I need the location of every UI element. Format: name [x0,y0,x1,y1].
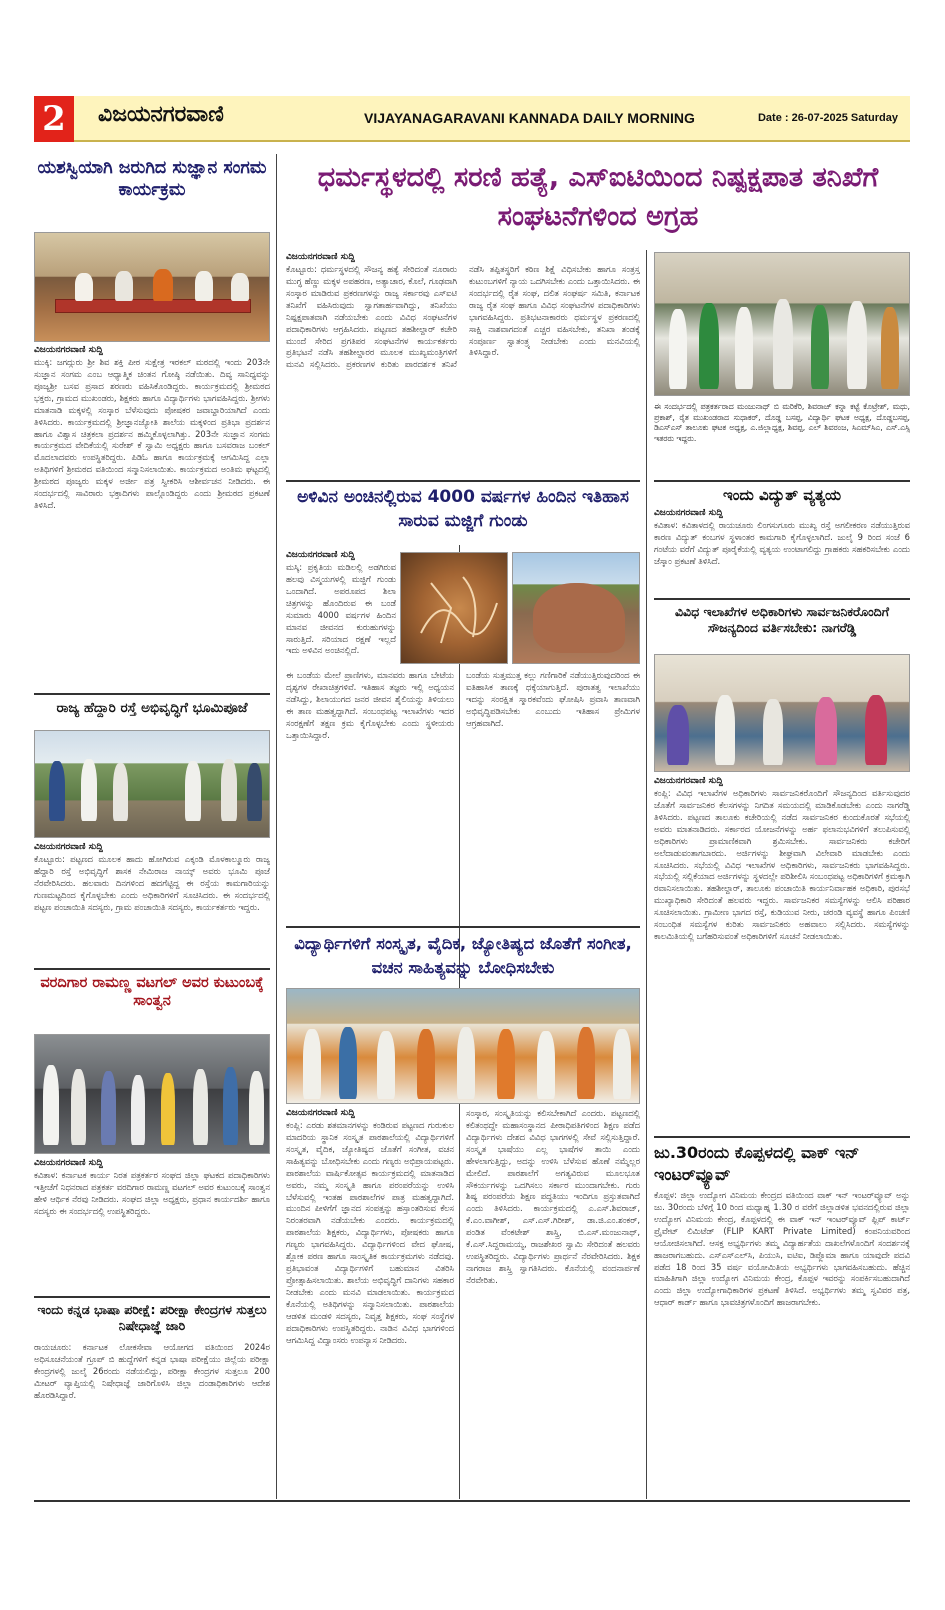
headline-dharmasthala: ಧರ್ಮಸ್ಥಳದಲ್ಲಿ ಸರಣಿ ಹತ್ಯೆ, ಎಸ್‌ಐಟಿಯಿಂದ ನಿಷ್ಪಕ್ಷಪಾತ ತನಿಖೆಗೆ ಸಂಘಟನೆಗಳಿಂದ ಅಗ್ರಹ [317,162,879,233]
separator [286,480,640,482]
headline-walkin: ಜು.30ರಂದು ಕೊಪ್ಪಳದಲ್ಲಿ ವಾಕ್ ಇನ್ ಇಂಟರ್‌ವ್ಯೂವ್ [654,1143,860,1184]
body-road: ಕೊಟ್ಟೂರು: ಪಟ್ಟಣದ ಮೂಲಕ ಹಾದು ಹೋಗಿರುವ ಎಕ್ಕಂಡಿ ಮೊಳಕಾಲ್ಮೂರು ರಾಜ್ಯ ಹೆದ್ದಾರಿ ರಸ್ತೆ ಅಭಿವೃದ್ಧಿಗೆ ಶಾಸಕ ನೇಮಿರಾಜ ನಾಯ್ಕ್ ಅವರು ಭೂಮಿ ಪೂಜೆ ನೆರವೇರಿಸಿದರು. ಹಲವಾರು ದಿನಗಳಿಂದ ಹದಗೆಟ್ಟಿದ್ದ ಈ ರಸ್ತೆಯ ಕಾಮಗಾರಿಯನ್ನು ಗುಣಮಟ್ಟದಿಂದ ಕೈಗೊಳ್ಳಬೇಕು ಎಂದು ಅಧಿಕಾರಿಗಳಿಗೆ ಸೂಚಿಸಿದರು. ಈ ಸಂದರ್ಭದಲ್ಲಿ ಪಟ್ಟಣ ಪಂಚಾಯಿತಿ ಸದಸ್ಯರು, ಗ್ರಾಮ ಪಂಚಾಯಿತಿ ಸದಸ್ಯರು, ಕಾರ್ಯಕರ್ತರು ಇದ್ದರು. [34,854,270,912]
photo-family [34,1034,270,1154]
figure [811,305,829,389]
body-ramanna: ಕವಿತಾಳ: ಕರ್ನಾಟಕ ಕಾರ್ಯ ನಿರತ ಪತ್ರಕರ್ತರ ಸಂಘದ ಜಿಲ್ಲಾ ಘಟಕದ ಪದಾಧಿಕಾರಿಗಳು ಇತ್ತೀಚೆಗೆ ನಿಧನರಾದ ಪತ್ರಕರ್ತ ವರದಿಗಾರ ರಾಮಣ್ಣ ವಟಗಲ್ ಅವರ ಕುಟುಂಬಕ್ಕೆ ಸಾಂತ್ವನ ಹೇಳಿ ಆರ್ಥಿಕ ನೆರವು ನೀಡಿದರು. ಸಂಘದ ಜಿಲ್ಲಾ ಅಧ್ಯಕ್ಷರು, ಪ್ರಧಾನ ಕಾರ್ಯದರ್ಶಿ ಹಾಗೂ ಸದಸ್ಯರು ಈ ಸಂದರ್ಭದಲ್ಲಿ ಉಪಸ್ಥಿತರಿದ್ದರು. [34,1170,270,1216]
figure [339,1027,357,1099]
figure [773,299,793,389]
figure [457,1027,475,1099]
figure [735,307,753,389]
photo-office-meeting [654,654,910,772]
photo-protest [654,252,910,396]
figure [231,273,249,301]
figure [881,307,899,389]
rock-engraving-icon [401,553,508,664]
headline-sanskrit: ವಿದ್ಯಾರ್ಥಿಗಳಿಗೆ ಸಂಸ್ಕೃತ, ವೈದಿಕ, ಜ್ಯೋತಿಷ್ಯದ ಜೊತೆಗೆ ಸಂಗೀತ, ವಚನ ಸಾಹಿತ್ಯವನ್ನು ಬೋಧಿಸಬೇಕು [294,934,632,977]
photo-road-ceremony [34,730,270,838]
column-rule-1 [276,154,277,1499]
byline-road: ವಿಜಯನಗರವಾಣಿ ಸುದ್ದಿ [34,842,103,852]
figure [101,1071,116,1145]
body-rock-c: ಬಂಡೆಯ ಸುತ್ತಮುತ್ತ ಕಲ್ಲು ಗಣಿಗಾರಿಕೆ ನಡೆಯುತ್ತಿರುವುದರಿಂದ ಈ ಐತಿಹಾಸಿಕ ತಾಣಕ್ಕೆ ಧಕ್ಕೆಯಾಗುತ್ತಿದೆ. ಪುರಾತತ್ವ ಇಲಾಖೆಯು ಇದನ್ನು ಸಂರಕ್ಷಿತ ಸ್ಮಾರಕವೆಂದು ಘೋಷಿಸಿ ಪ್ರವಾಸಿ ತಾಣವಾಗಿ ಅಭಿವೃದ್ಧಿಪಡಿಸಬೇಕು ಎಂಬುದು ಇತಿಹಾಸ ಪ್ರೇಮಿಗಳ ಆಗ್ರಹವಾಗಿದೆ. [466,670,640,728]
body-exam: ರಾಯಚೂರು: ಕರ್ನಾಟಕ ಲೋಕಸೇವಾ ಆಯೋಗದ ವತಿಯಿಂದ 2024ರ ಅಧಿಸೂಚನೆಯಂತೆ ಗ್ರೂಪ್ ಬಿ ಹುದ್ದೆಗಳಿಗೆ ಕನ್ನಡ ಭಾಷಾ ಪರೀಕ್ಷೆಯು ಜಿಲ್ಲೆಯ ಪರೀಕ್ಷಾ ಕೇಂದ್ರಗಳಲ್ಲಿ ಜುಲೈ 26ರಂದು ನಡೆಯಲಿದ್ದು, ಪರೀಕ್ಷಾ ಕೇಂದ್ರಗಳ ಸುತ್ತಲೂ 200 ಮೀಟರ್ ವ್ಯಾಪ್ತಿಯಲ್ಲಿ ನಿಷೇಧಾಜ್ಞೆ ಜಾರಿಗೊಳಿಸಿ ಜಿಲ್ಲಾ ದಂಡಾಧಿಕಾರಿಗಳು ಆದೇಶ ಹೊರಡಿಸಿದ್ದಾರೆ. [34,1342,270,1400]
byline-rock: ವಿಜಯನಗರವಾಣಿ ಸುದ್ದಿ [286,550,355,560]
figure [113,763,128,821]
body-rock-b: ಈ ಬಂಡೆಯ ಮೇಲೆ ಪ್ರಾಣಿಗಳು, ಮಾನವರು ಹಾಗೂ ಬೇಟೆಯ ದೃಶ್ಯಗಳ ರೇಖಾಚಿತ್ರಗಳಿವೆ. ಇತಿಹಾಸ ತಜ್ಞರು ಇಲ್ಲಿ ಅಧ್ಯಯನ ನಡೆಸಿದ್ದು, ಶಿಲಾಯುಗದ ಜನರ ಜೀವನ ಶೈಲಿಯನ್ನು ತಿಳಿಯಲು ಈ ತಾಣ ಮಹತ್ವದ್ದಾಗಿದೆ. ಸಂಬಂಧಪಟ್ಟ ಇಲಾಖೆಗಳು ಇದರ ಸಂರಕ್ಷಣೆಗೆ ತಕ್ಷಣ ಕ್ರಮ ಕೈಗೊಳ್ಳಬೇಕು ಎಂದು ಸ್ಥಳೀಯರು ಒತ್ತಾಯಿಸಿದ್ದಾರೆ. [286,670,454,740]
figure [763,699,783,765]
headline-nagareddy: ವಿವಿಧ ಇಲಾಖೆಗಳ ಅಧಿಕಾರಿಗಳು ಸಾರ್ವಜನಿಕರೊಂದಿಗೆ ಸೌಜನ್ಯದಿಂದ ವರ್ತಿಸಬೇಕು: ನಾಗರೆಡ್ಡಿ [674,604,889,635]
photo-rock-landscape [512,552,640,664]
rock-boulder [533,583,625,653]
separator [654,480,910,482]
headline-power: ಇಂದು ವಿದ್ಯುತ್ ವ್ಯತ್ಯಯ [722,486,842,504]
figure [613,1029,631,1099]
byline-power: ವಿಜಯನಗರವಾಣಿ ಸುದ್ದಿ [654,508,723,518]
headline-rock: ಅಳಿವಿನ ಅಂಚಿನಲ್ಲಿರುವ 4000 ವರ್ಷಗಳ ಹಿಂದಿನ ಇತಿಹಾಸ ಸಾರುವ ಮಜ್ಜಿಗೆ ಗುಂಡು [297,487,629,531]
separator [34,1296,270,1298]
figure [193,1069,208,1145]
separator [654,1136,910,1138]
figure [699,303,719,389]
figure [497,1029,515,1099]
figure [131,1075,145,1145]
separator [34,968,270,970]
photo-rock-art [400,552,508,664]
column-rule-2 [646,250,647,1499]
figure [153,269,173,301]
headline-exam: ಇಂದು ಕನ್ನಡ ಭಾಷಾ ಪರೀಕ್ಷೆ: ಪರೀಕ್ಷಾ ಕೇಂದ್ರಗಳ ಸುತ್ತಲು ನಿಷೇಧಾಜ್ಞೆ ಜಾರಿ [37,1302,267,1333]
headline-road: ರಾಜ್ಯ ಹೆದ್ದಾರಿ ರಸ್ತೆ ಅಭಿವೃದ್ಧಿಗೆ ಭೂಮಿಪೂಜೆ [56,700,248,716]
figure [667,705,689,765]
paper-name-kannada: ವಿಜಯನಗರವಾಣಿ [98,102,224,127]
figure [669,309,687,389]
body-sanskrit: ಕಂಪ್ಲಿ: ಎರಡು ಶತಮಾನಗಳನ್ನು ಕಂಡಿರುವ ಪಟ್ಟಣದ ಗುರುಕುಲ ಮಾದರಿಯ ಸ್ಥಾನಿಕ ಸಂಸ್ಕೃತ ಪಾಠಶಾಲೆಯಲ್ಲಿ ವಿದ್ಯಾರ್ಥಿಗಳಿಗೆ ಸಂಸ್ಕೃತ, ವೈದಿಕ, ಜ್ಯೋತಿಷ್ಯದ ಜೊತೆಗೆ ಸಂಗೀತ, ವಚನ ಸಾಹಿತ್ಯವನ್ನು ಬೋಧಿಸಬೇಕು ಎಂದು ಗಣ್ಯರು ಅಭಿಪ್ರಾಯಪಟ್ಟರು. ಪಾಠಶಾಲೆಯ ವಾರ್ಷಿಕೋತ್ಸವ ಕಾರ್ಯಕ್ರಮದಲ್ಲಿ ಮಾತನಾಡಿದ ಅವರು, ನಮ್ಮ ಸಂಸ್ಕೃತಿ ಹಾಗೂ ಪರಂಪರೆಯನ್ನು ಉಳಿಸಿ ಬೆಳೆಸುವಲ್ಲಿ ಇಂತಹ ಪಾಠಶಾಲೆಗಳ ಪಾತ್ರ ಮಹತ್ವದ್ದಾಗಿದೆ. ಮುಂದಿನ ಪೀಳಿಗೆಗೆ ಜ್ಞಾನದ ಸಂಪತ್ತನ್ನು ಹಸ್ತಾಂತರಿಸುವ ಕೆಲಸ ನಿರಂತರವಾಗಿ ನಡೆಯಬೇಕು ಎಂದರು. ಕಾರ್ಯಕ್ರಮದಲ್ಲಿ ಪಾಠಶಾಲೆಯ ಶಿಕ್ಷಕರು, ವಿದ್ಯಾರ್ಥಿಗಳು, ಪೋಷಕರು ಹಾಗೂ ಗಣ್ಯರು ಭಾಗವಹಿಸಿದ್ದರು. ವಿದ್ಯಾರ್ಥಿಗಳಿಂದ ವೇದ ಘೋಷ, ಶ್ಲೋಕ ಪಠಣ ಹಾಗೂ ಸಾಂಸ್ಕೃತಿಕ ಕಾರ್ಯಕ್ರಮಗಳು ನಡೆದವು. ಪ್ರತಿಭಾವಂತ ವಿದ್ಯಾರ್ಥಿಗಳಿಗೆ ಬಹುಮಾನ ವಿತರಿಸಿ ಪ್ರೋತ್ಸಾಹಿಸಲಾಯಿತು. ಶಾಲೆಯ ಅಭಿವೃದ್ಧಿಗೆ ದಾನಿಗಳು ಸಹಕಾರ ನೀಡಬೇಕು ಎಂದು ಮನವಿ ಮಾಡಲಾಯಿತು. ಕಾರ್ಯಕ್ರಮದ ಕೊನೆಯಲ್ಲಿ ಅತಿಥಿಗಳನ್ನು ಸನ್ಮಾನಿಸಲಾಯಿತು. ಪಾಠಶಾಲೆಯ ಆಡಳಿತ ಮಂಡಳಿ ಸದಸ್ಯರು, ನಿವೃತ್ತ ಶಿಕ್ಷಕರು, ಸಂಘ ಸಂಸ್ಥೆಗಳ ಪದಾಧಿಕಾರಿಗಳು ಉಪಸ್ಥಿತರಿದ್ದರು. ನಾಡಿನ ವಿವಿಧ ಭಾಗಗಳಿಂದ ಆಗಮಿಸಿದ್ದ ವಿದ್ವಾಂಸರು ಉಪನ್ಯಾಸ ನೀಡಿದರು. [286,1120,454,1345]
byline-dharmasthala: ವಿಜಯನಗರವಾಣಿ ಸುದ್ದಿ [286,252,355,262]
masthead [34,96,910,142]
issue-date: Date : 26-07-2025 Saturday [757,112,898,124]
figure [847,301,867,389]
figure [249,1071,264,1145]
photo-stage [34,232,270,342]
figure [577,1027,595,1099]
figure [43,1065,59,1145]
figure [195,271,213,301]
figure [715,695,735,765]
headline-sujnana: ಯಶಸ್ವಿಯಾಗಿ ಜರುಗಿದ ಸುಜ್ಞಾನ ಸಂಗಮ ಕಾರ್ಯಕ್ರಮ [37,158,267,200]
photo-group-event [286,988,640,1104]
figure [815,697,837,765]
figure [865,695,887,765]
figure [75,273,93,301]
page-bottom-rule [34,1500,910,1502]
body-power: ಕವಿತಾಳ: ಕವಿತಾಳದಲ್ಲಿ ರಾಯಚೂರು ಲಿಂಗಸುಗೂರು ಮುಖ್ಯ ರಸ್ತೆ ಅಗಲೀಕರಣ ನಡೆಯುತ್ತಿರುವ ಕಾರಣ ವಿದ್ಯುತ್ ಕಂಬಗಳ ಸ್ಥಳಾಂತರ ಕಾಮಗಾರಿ ಕೈಗೊಳ್ಳಲಾಗಿದೆ. ಜುಲೈ 9 ರಿಂದ ಸಂಜೆ 6 ಗಂಟೆಯ ವರೆಗೆ ವಿದ್ಯುತ್ ಪೂರೈಕೆಯಲ್ಲಿ ವ್ಯತ್ಯಯ ಉಂಟಾಗಲಿದ್ದು ಗ್ರಾಹಕರು ಸಹಕರಿಸಬೇಕು ಎಂದು ಜೆಸ್ಕಾಂ ಪ್ರಕಟಣೆ ತಿಳಿಸಿದೆ. [654,520,910,566]
figure [417,1029,435,1099]
page-number: 2 [34,96,74,142]
figure [247,763,262,821]
separator [34,693,270,695]
separator [286,926,640,928]
separator [654,598,910,600]
figure [161,1073,175,1145]
headline-ramanna: ವರದಿಗಾರ ರಾಮಣ್ಣ ವಟಗಲ್ ಅವರ ಕುಟುಂಬಕ್ಕೆ ಸಾಂತ್ವನ [40,975,264,1010]
paper-name-english: VIJAYANAGARAVANI KANNADA DAILY MORNING [364,110,695,126]
figure [377,1031,395,1099]
body-nagareddy: ಕಂಪ್ಲಿ: ವಿವಿಧ ಇಲಾಖೆಗಳ ಅಧಿಕಾರಿಗಳು ಸಾರ್ವಜನಿಕರೊಂದಿಗೆ ಸೌಜನ್ಯದಿಂದ ವರ್ತಿಸುವುದರ ಜೊತೆಗೆ ಸಾರ್ವಜನಿಕರ ಕೆಲಸಗಳನ್ನು ನಿಗದಿತ ಸಮಯದಲ್ಲಿ ಮಾಡಿಕೊಡಬೇಕು ಎಂದು ನಾಗರೆಡ್ಡಿ ತಿಳಿಸಿದರು. ಪಟ್ಟಣದ ತಾಲೂಕು ಕಚೇರಿಯಲ್ಲಿ ನಡೆದ ಸಾರ್ವಜನಿಕರ ಕುಂದುಕೊರತೆ ಸಭೆಯಲ್ಲಿ ಅವರು ಮಾತನಾಡಿದರು. ಸರ್ಕಾರದ ಯೋಜನೆಗಳನ್ನು ಅರ್ಹ ಫಲಾನುಭವಿಗಳಿಗೆ ತಲುಪಿಸುವಲ್ಲಿ ಅಧಿಕಾರಿಗಳು ಪ್ರಾಮಾಣಿಕವಾಗಿ ಶ್ರಮಿಸಬೇಕು. ಸಾರ್ವಜನಿಕರು ಕಚೇರಿಗೆ ಅಲೆದಾಡುವಂತಾಗಬಾರದು. ಅರ್ಜಿಗಳನ್ನು ಶೀಘ್ರವಾಗಿ ವಿಲೇವಾರಿ ಮಾಡಬೇಕು ಎಂದು ಸೂಚಿಸಿದರು. ಸಭೆಯಲ್ಲಿ ವಿವಿಧ ಇಲಾಖೆಗಳ ಅಧಿಕಾರಿಗಳು, ಸಾರ್ವಜನಿಕರು ಭಾಗವಹಿಸಿದ್ದರು. ಸಭೆಯಲ್ಲಿ ಸಲ್ಲಿಕೆಯಾದ ಅರ್ಜಿಗಳನ್ನು ಸ್ಥಳದಲ್ಲೇ ಪರಿಶೀಲಿಸಿ ಸಂಬಂಧಪಟ್ಟ ಅಧಿಕಾರಿಗಳಿಗೆ ಕ್ರಮಕ್ಕಾಗಿ ರವಾನಿಸಲಾಯಿತು. ತಹಶೀಲ್ದಾರ್, ತಾಲೂಕು ಪಂಚಾಯಿತಿ ಕಾರ್ಯನಿರ್ವಾಹಕ ಅಧಿಕಾರಿ, ಪುರಸಭೆ ಮುಖ್ಯಾಧಿಕಾರಿ ಸೇರಿದಂತೆ ಹಲವರು ಇದ್ದರು. ಸಾರ್ವಜನಿಕರ ಸಮಸ್ಯೆಗಳನ್ನು ಆಲಿಸಿ ಪರಿಹಾರ ಸೂಚಿಸಲಾಯಿತು. ಗ್ರಾಮೀಣ ಭಾಗದ ರಸ್ತೆ, ಕುಡಿಯುವ ನೀರು, ಚರಂಡಿ ವ್ಯವಸ್ಥೆ ಹಾಗೂ ಪಿಂಚಣಿ ಸಂಬಂಧಿತ ಸಮಸ್ಯೆಗಳ ಕುರಿತು ಸಾರ್ವಜನಿಕರು ಅಹವಾಲು ಸಲ್ಲಿಸಿದರು. ಸಮಸ್ಯೆಗಳನ್ನು ಕಾಲಮಿತಿಯಲ್ಲಿ ಬಗೆಹರಿಸುವಂತೆ ಅಧಿಕಾರಿಗಳಿಗೆ ಸೂಚನೆ ನೀಡಲಾಯಿತು. [654,788,910,942]
figure [81,759,97,821]
figure [49,761,65,821]
figure [115,271,133,301]
byline-nagareddy: ವಿಜಯನಗರವಾಣಿ ಸುದ್ದಿ [654,776,723,786]
caption-dharmasthala: ಈ ಸಂದರ್ಭದಲ್ಲಿ ಪತ್ರಕರ್ತರಾದ ಮಂಜುನಾಥ್ ಬಿ ಮರಿಕೆರಿ, ಶಿವರಾಜ್ ಕನ್ನಾ ಕಟ್ಟೆ ಕೊಟ್ರೇಶ್, ಮಧು, ಪ್ರಕಾಶ್, ರೈತ ಮುಖಂಡರಾದ ಸುಧಾಕರ್, ದೊಡ್ಡ ಬಸಪ್ಪ, ವಿದ್ಯಾರ್ಥಿ ಘಟಕ ಅಧ್ಯಕ್ಷ, ದೊಡ್ಡಬಸಪ್ಪ, ಡಿಎಸ್‌ಎಸ್ ತಾಲೂಕು ಘಟಕ ಅಧ್ಯಕ್ಷ, ಎ.ಜಿಲ್ಲಾಧ್ಯಕ್ಷ, ಶಿವಪ್ಪ, ಎಲ್ ಶಿವರಂಜ, ಸಿಎಮ್‌ಸಿಎ, ಎಸ್.ಎಸ್ಸಿ ಇತರರು ಇದ್ದರು. [654,402,910,443]
figure [185,761,201,821]
figure [71,1069,86,1145]
figure [303,1029,321,1099]
body-sujnana: ಮುಕ್ಕಿ: ಜಗದ್ಗುರು ಶ್ರೀ ಶಿವ ಶಕ್ತಿ ಪೀಠ ಸುಕ್ಷೇತ್ರ ಇರಕಲ್ ಮಠದಲ್ಲಿ ಇಂದು 203ನೇ ಸುಜ್ಞಾನ ಸಂಗಮ ಎಂಬ ಆಧ್ಯಾತ್ಮಿಕ ಚಿಂತನ ಗೋಷ್ಠಿ ನಡೆಯಿತು. ದಿವ್ಯ ಸಾನಿಧ್ಯವನ್ನು ಪೂಜ್ಯಶ್ರೀ ಬಸವ ಪ್ರಸಾದ ಶರಣರು ವಹಿಸಿಕೊಂಡಿದ್ದರು. ಕಾರ್ಯಕ್ರಮದಲ್ಲಿ ಶ್ರೀಮಠದ ಭಕ್ತರು, ಗ್ರಾಮದ ಮುಖಂಡರು, ಶಿಕ್ಷಕರು ಹಾಗೂ ವಿದ್ಯಾರ್ಥಿಗಳು ಭಾಗವಹಿಸಿದ್ದರು. ಶ್ರೀಗಳು ಮಾತನಾಡಿ ಮಕ್ಕಳಲ್ಲಿ ಸಂಸ್ಕಾರ ಬೆಳೆಸುವುದು ಪೋಷಕರ ಜವಾಬ್ದಾರಿಯಾಗಿದೆ ಎಂದು ತಿಳಿಸಿದರು. ಕಾರ್ಯಕ್ರಮದಲ್ಲಿ ಶ್ರೀಜ್ಞಾನಜ್ಯೋತಿ ಶಾಲೆಯ ಮಕ್ಕಳಿಂದ ಪ್ರತಿಭಾ ಪ್ರದರ್ಶನ ಹಾಗೂ ವಿಶ್ವಾಸ ಚಿತ್ರಕಲಾ ಪ್ರದರ್ಶನ ಹಮ್ಮಿಕೊಳ್ಳಲಾಗಿತ್ತು. 203ನೇ ಸುಜ್ಞಾನ ಸಂಗಮ ಕಾರ್ಯಕ್ರಮದ ವೇದಿಕೆಯಲ್ಲಿ ಸುರೇಶ್ ಕೆ ಸ್ವಾಮಿ ಅಧ್ಯಕ್ಷರು ಹಾಗೂ ಬಸವರಾಜ ಬಂಕಲ್ ಮೊದಲಾದವರು ಉಪಸ್ಥಿತರಿದ್ದರು. ಪಿಡಿಓ ಹಾಗೂ ಕಾರ್ಯಕ್ರಮಕ್ಕೆ ಆಗಮಿಸಿದ್ದ ಎಲ್ಲಾ ಅತಿಥಿಗಳಿಗೆ ಶ್ರೀಮಠದ ವತಿಯಿಂದ ಸನ್ಮಾನಿಸಲಾಯಿತು. ಕಾರ್ಯಕ್ರಮದ ಅಂತಿಮ ಘಟ್ಟದಲ್ಲಿ ಶ್ರೀಮಠದ ಪೂಜ್ಯರು ಮಕ್ಕಳ ಅರ್ಜೀ ಪತ್ರ ಸ್ವೀಕರಿಸಿ ಆಶೀರ್ವಚನ ನೀಡಿದರು. ಈ ಸಂದರ್ಭದಲ್ಲಿ ಸಾವಿರಾರು ಭಕ್ತಾದಿಗಳು ಪಾಲ್ಗೊಂಡಿದ್ದರು ಎಂದು ಶ್ರೀಮಠದ ಪ್ರಕಟಣೆ ತಿಳಿಸಿದೆ. [34,357,270,511]
byline-sanskrit: ವಿಜಯನಗರವಾಣಿ ಸುದ್ದಿ [286,1108,355,1118]
body-rock-a: ಮಸ್ಕಿ: ಪ್ರಕೃತಿಯ ಮಡಿಲಲ್ಲಿ ಅಡಗಿರುವ ಹಲವು ವಿಸ್ಮಯಗಳಲ್ಲಿ ಮಜ್ಜಿಗೆ ಗುಂಡು ಒಂದಾಗಿದೆ. ಅಪರೂಪದ ಶಿಲಾ ಚಿತ್ರಗಳನ್ನು ಹೊಂದಿರುವ ಈ ಬಂಡೆ ಸುಮಾರು 4000 ವರ್ಷಗಳ ಹಿಂದಿನ ಮಾನವ ಜೀವನದ ಕುರುಹುಗಳನ್ನು ಸಾರುತ್ತಿದೆ. ಸರಿಯಾದ ರಕ್ಷಣೆ ಇಲ್ಲದೆ ಇದು ಅಳಿವಿನ ಅಂಚಿನಲ್ಲಿದೆ. [286,562,396,656]
byline-ramanna: ವಿಜಯನಗರವಾಣಿ ಸುದ್ದಿ [34,1158,103,1168]
body-sanskrit-right: ಸಂಸ್ಕಾರ, ಸಂಸ್ಕೃತಿಯನ್ನು ಕಲಿಸಬೇಕಾಗಿದೆ ಎಂದರು. ಪಟ್ಟಣದಲ್ಲಿ ಕಲಿತಂಥದ್ದೇ ಮಹಾಸಂಸ್ಥಾನದ ಪೀಠಾಧಿಪತಿಗಳಿಂದ ಶಿಕ್ಷಣ ಪಡೆದ ವಿದ್ಯಾರ್ಥಿಗಳು ದೇಶದ ವಿವಿಧ ಭಾಗಗಳಲ್ಲಿ ಸೇವೆ ಸಲ್ಲಿಸುತ್ತಿದ್ದಾರೆ. ಸಂಸ್ಕೃತ ಭಾಷೆಯು ಎಲ್ಲ ಭಾಷೆಗಳ ತಾಯಿ ಎಂದು ಹೇಳಲಾಗುತ್ತಿದ್ದು, ಅದನ್ನು ಉಳಿಸಿ ಬೆಳೆಸುವ ಹೊಣೆ ನಮ್ಮೆಲ್ಲರ ಮೇಲಿದೆ. ಪಾಠಶಾಲೆಗೆ ಅಗತ್ಯವಿರುವ ಮೂಲಭೂತ ಸೌಕರ್ಯಗಳನ್ನು ಒದಗಿಸಲು ಸರ್ಕಾರ ಮುಂದಾಗಬೇಕು. ಗುರು ಶಿಷ್ಯ ಪರಂಪರೆಯ ಶಿಕ್ಷಣ ಪದ್ಧತಿಯು ಇಂದಿಗೂ ಪ್ರಸ್ತುತವಾಗಿದೆ ಎಂದು ತಿಳಿಸಿದರು. ಕಾರ್ಯಕ್ರಮದಲ್ಲಿ ಎ.ಎಸ್.ಶಿವರಾಜ್, ಕೆ.ಎಂ.ವಾಗೀಶ್, ಎಸ್.ಎಸ್.ಗಿರೀಶ್, ಡಾ.ಜಿ.ಎಂ.ಶಂಕರ್, ಪಂಡಿತ ವೆಂಕಟೇಶ್ ಶಾಸ್ತ್ರಿ, ಬಿ.ಎಸ್.ಮಂಜುನಾಥ್, ಕೆ.ಎಸ್.ಸಿದ್ದರಾಮಯ್ಯ, ರಾಜಶೇಖರ ಸ್ವಾಮಿ ಸೇರಿದಂತೆ ಹಲವರು ಉಪಸ್ಥಿತರಿದ್ದರು. ವಿದ್ಯಾರ್ಥಿಗಳು ಪ್ರಾರ್ಥನೆ ನೆರವೇರಿಸಿದರು. ಶಿಕ್ಷಕ ನಾಗರಾಜ ಶಾಸ್ತ್ರಿ ಸ್ವಾಗತಿಸಿದರು. ಕೊನೆಯಲ್ಲಿ ವಂದನಾರ್ಪಣೆ ನೆರವೇರಿತು. [466,1108,640,1285]
figure [223,1067,238,1145]
figure [537,1031,555,1099]
figure [221,759,237,821]
body-walkin: ಕೊಪ್ಪಳ: ಜಿಲ್ಲಾ ಉದ್ಯೋಗ ವಿನಿಮಯ ಕೇಂದ್ರದ ವತಿಯಿಂದ ವಾಕ್ ಇನ್ ಇಂಟರ್‌ವ್ಯೂವ್ ಅನ್ನು ಜು. 30ರಂದು ಬೆಳಿಗ್ಗೆ 10 ರಿಂದ ಮಧ್ಯಾಹ್ನ 1.30 ರ ವರೆಗೆ ಜಿಲ್ಲಾಡಳಿತ ಭವನದಲ್ಲಿರುವ ಜಿಲ್ಲಾ ಉದ್ಯೋಗ ವಿನಿಮಯ ಕೇಂದ್ರ, ಕೊಪ್ಪಳದಲ್ಲಿ ಈ ವಾಕ್ ಇನ್ ಇಂಟರ್‌ವ್ಯೂವ್ ಫ್ಲಿಪ್ ಕಾರ್ಟ್ ಪ್ರೈವೇಟ್ ಲಿಮಿಟೆಡ್ (FLIP KART Private Limited) ಕಂಪನಿಯವರಿಂದ ಆಯೋಜಿಸಲಾಗಿದೆ. ಆಸಕ್ತ ಅಭ್ಯರ್ಥಿಗಳು ತಮ್ಮ ವಿದ್ಯಾರ್ಹತೆಯ ದಾಖಲೆಗಳೊಂದಿಗೆ ಸಂದರ್ಶನಕ್ಕೆ ಹಾಜರಾಗಬಹುದು. ಎಸ್‌ಎಸ್‌ಎಲ್‌ಸಿ, ಪಿಯುಸಿ, ಐಟಿಐ, ಡಿಪ್ಲೊಮಾ ಹಾಗೂ ಯಾವುದೇ ಪದವಿ ಪಡೆದ 18 ರಿಂದ 35 ವರ್ಷ ವಯೋಮಿತಿಯ ಅಭ್ಯರ್ಥಿಗಳು ಭಾಗವಹಿಸಬಹುದು. ಹೆಚ್ಚಿನ ಮಾಹಿತಿಗಾಗಿ ಜಿಲ್ಲಾ ಉದ್ಯೋಗ ವಿನಿಮಯ ಕೇಂದ್ರ, ಕೊಪ್ಪಳ ಇವರನ್ನು ಸಂಪರ್ಕಿಸಬಹುದಾಗಿದೆ ಎಂದು ಜಿಲ್ಲಾ ಉದ್ಯೋಗಾಧಿಕಾರಿಗಳ ಪ್ರಕಟಣೆ ತಿಳಿಸಿದೆ. ಅಭ್ಯರ್ಥಿಗಳು ತಮ್ಮ ಸ್ವವಿವರ ಪತ್ರ, ಆಧಾರ್ ಕಾರ್ಡ್ ಹಾಗೂ ಭಾವಚಿತ್ರಗಳೊಂದಿಗೆ ಹಾಜರಾಗಬೇಕು. [654,1190,910,1308]
stage-table [55,299,251,313]
byline-sujnana: ವಿಜಯನಗರವಾಣಿ ಸುದ್ದಿ [34,345,103,355]
body-dharmasthala: ಕೊಟ್ಟೂರು: ಧರ್ಮಸ್ಥಳದಲ್ಲಿ ಸೌಜನ್ಯ ಹತ್ಯೆ ಸೇರಿದಂತೆ ನೂರಾರು ಮುಗ್ಧ ಹೆಣ್ಣು ಮಕ್ಕಳ ಅಪಹರಣ, ಅತ್ಯಾಚಾರ, ಕೊಲೆ, ಗೂಢವಾಗಿ ಸಂಸ್ಕಾರ ಮಾಡಿರುವ ಪ್ರಕರಣಗಳನ್ನು ರಾಜ್ಯ ಸರ್ಕಾರವು ಎಸ್ಐಟಿ ತನಿಖೆಗೆ ವಹಿಸಿರುವುದು ಸ್ವಾಗತಾರ್ಹವಾಗಿದ್ದು, ತನಿಖೆಯು ನಿಷ್ಪಕ್ಷಪಾತವಾಗಿ ನಡೆಯಬೇಕು ಎಂದು ವಿವಿಧ ಸಂಘಟನೆಗಳ ಪದಾಧಿಕಾರಿಗಳು ಆಗ್ರಹಿಸಿದರು. ಪಟ್ಟಣದ ತಹಶೀಲ್ದಾರ್ ಕಚೇರಿ ಮುಂದೆ ಸೇರಿದ ಪ್ರಗತಿಪರ ಸಂಘಟನೆಗಳ ಕಾರ್ಯಕರ್ತರು ಪ್ರತಿಭಟನೆ ನಡೆಸಿ ತಹಶೀಲ್ದಾರರ ಮೂಲಕ ಮುಖ್ಯಮಂತ್ರಿಗಳಿಗೆ ಮನವಿ ಸಲ್ಲಿಸಿದರು. ಪ್ರಕರಣಗಳ ಕುರಿತು ಪಾರದರ್ಶಕ ತನಿಖೆ ನಡೆಸಿ ತಪ್ಪಿತಸ್ಥರಿಗೆ ಕಠಿಣ ಶಿಕ್ಷೆ ವಿಧಿಸಬೇಕು ಹಾಗೂ ಸಂತ್ರಸ್ತ ಕುಟುಂಬಗಳಿಗೆ ನ್ಯಾಯ ಒದಗಿಸಬೇಕು ಎಂದು ಒತ್ತಾಯಿಸಿದರು. ಈ ಸಂದರ್ಭದಲ್ಲಿ ರೈತ ಸಂಘ, ದಲಿತ ಸಂಘರ್ಷ ಸಮಿತಿ, ಕರ್ನಾಟಕ ರಾಜ್ಯ ರೈತ ಸಂಘ ಹಾಗೂ ವಿವಿಧ ಸಂಘಟನೆಗಳ ಪದಾಧಿಕಾರಿಗಳು ಭಾಗವಹಿಸಿದ್ದರು. ಪ್ರತಿಭಟನಾಕಾರರು ಧರ್ಮಸ್ಥಳ ಪ್ರಕರಣದಲ್ಲಿ ಸಾಕ್ಷಿ ನಾಶವಾಗದಂತೆ ಎಚ್ಚರ ವಹಿಸಬೇಕು, ತನಿಖಾ ತಂಡಕ್ಕೆ ಸಂಪೂರ್ಣ ಸ್ವಾತಂತ್ರ್ಯ ನೀಡಬೇಕು ಎಂದು ಮನವಿಯಲ್ಲಿ ತಿಳಿಸಿದ್ದಾರೆ. [286,264,640,370]
